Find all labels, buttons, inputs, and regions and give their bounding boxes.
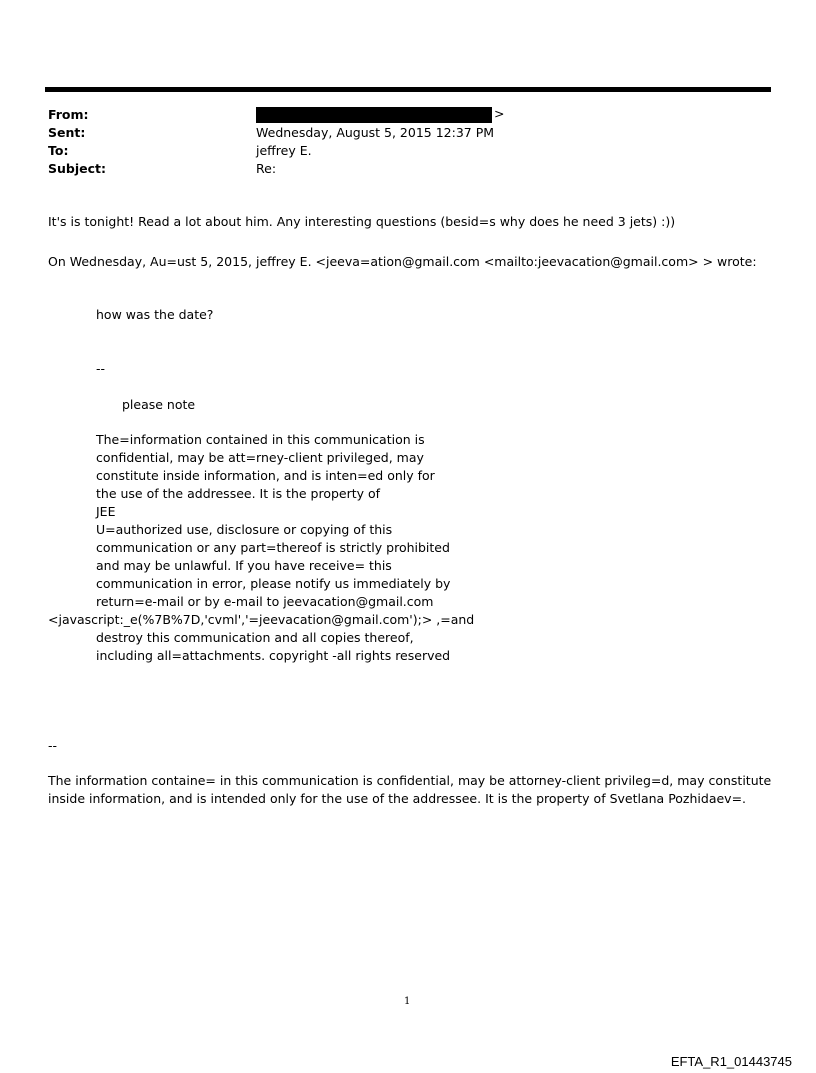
sent-value: Wednesday, August 5, 2015 12:37 PM (256, 125, 495, 140)
quoted-message: how was the date? (96, 307, 214, 322)
disclaimer-line: <javascript:_e(%7B%7D,'cvml','=jeevacation@gmail.com');> ,=and (48, 612, 475, 627)
quote-intro: On Wednesday, Au=ust 5, 2015, jeffrey E. <jeeva=ation@gmail.com <mailto:jeevacation@gmail.com> > wrote: (48, 254, 757, 269)
to-label: To: (48, 143, 69, 158)
disclaimer-line: including all=attachments. copyright -all rights reserved (96, 648, 451, 663)
disclaimer-line: constitute inside information, and is inten=ed only for (96, 468, 435, 483)
bottom-disclaimer-line-1: The information containe= in this communication is confidential, may be attorney-client privileg=d, may constitute (48, 773, 772, 788)
disclaimer-line: U=authorized use, disclosure or copying of this (96, 522, 393, 537)
disclaimer-line: the use of the addressee. It is the property of (96, 486, 381, 501)
disclaimer-line: and may be unlawful. If you have receive= this (96, 558, 392, 573)
disclaimer-line: destroy this communication and all copies thereof, (96, 630, 414, 645)
redaction-bar (256, 107, 492, 123)
subject-value: Re: (256, 161, 277, 176)
signature-separator: -- (96, 361, 106, 376)
bottom-disclaimer-line-2: inside information, and is intended only for the use of the addressee. It is the property of Svetlana Pozhidaev=. (48, 791, 747, 806)
page-number: 1 (404, 996, 411, 1007)
reply-text: It's is tonight! Read a lot about him. Any interesting questions (besid=s why does he need 3 jets) :)) (48, 214, 676, 229)
bates-number: EFTA_R1_01443745 (670, 1054, 792, 1069)
bottom-separator: -- (48, 738, 58, 753)
disclaimer-line: communication or any part=thereof is strictly prohibited (96, 540, 450, 555)
from-label: From: (48, 107, 89, 122)
to-value: jeffrey E. (256, 143, 312, 158)
disclaimer-line: JEE (96, 504, 116, 519)
please-note: please note (122, 397, 196, 412)
header-rule (45, 87, 771, 92)
sent-label: Sent: (48, 125, 86, 140)
disclaimer-line: The=information contained in this communication is (96, 432, 425, 447)
from-suffix: > (494, 106, 505, 121)
disclaimer-line: communication in error, please notify us immediately by (96, 576, 451, 591)
subject-label: Subject: (48, 161, 106, 176)
disclaimer-line: return=e-mail or by e-mail to jeevacation@gmail.com (96, 594, 434, 609)
disclaimer-line: confidential, may be att=rney-client privileged, may (96, 450, 424, 465)
